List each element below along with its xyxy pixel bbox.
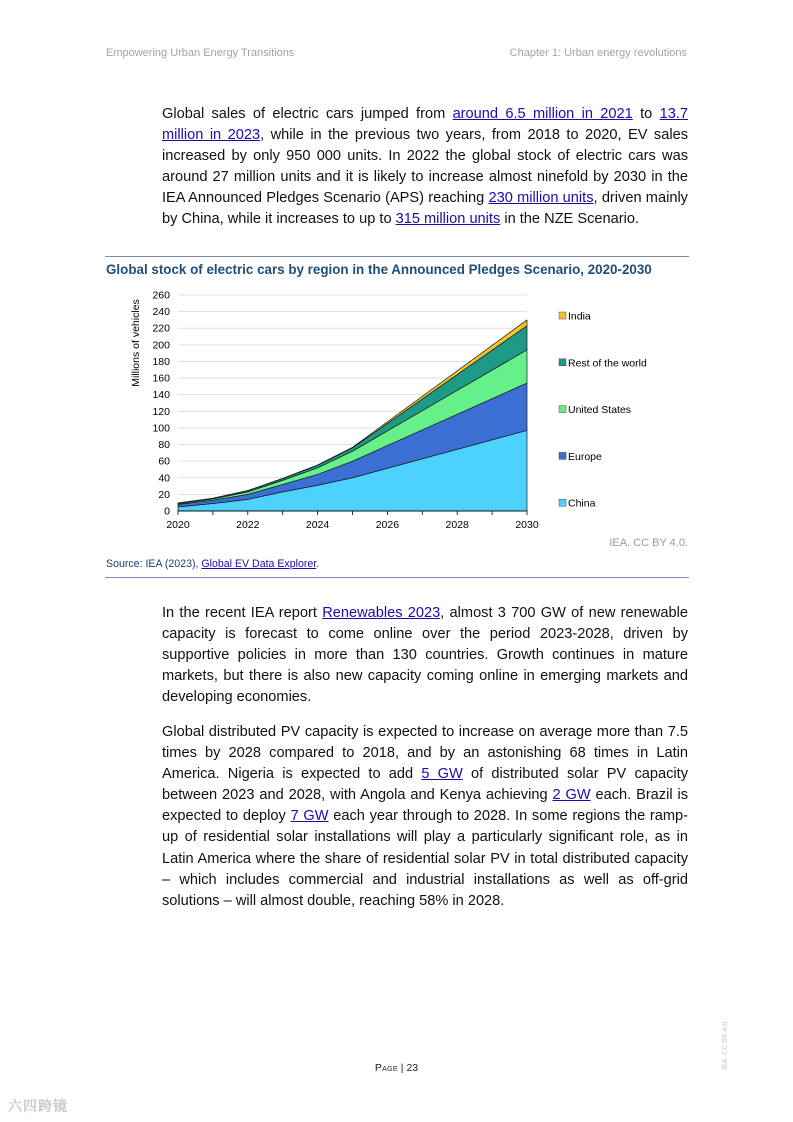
source-prefix: Source: IEA (2023), xyxy=(106,558,202,570)
text-span: , almost 3 700 GW of new renewable capacity is forecast to come online over the period 2023-2028, driven by supportive policies in more than 130 countries. Growth continues in mature markets, but there is also new capacity coming online in emerging markets and developing economies. xyxy=(162,605,688,706)
source-suffix: . xyxy=(316,558,320,570)
x-tick-label: 2030 xyxy=(515,519,539,531)
legend-label: Rest of the world xyxy=(568,357,647,370)
link-brazil-7gw[interactable]: 7 GW xyxy=(290,808,329,825)
y-tick-label: 140 xyxy=(152,389,170,402)
watermark-text: 六四跨镜 xyxy=(8,1098,68,1114)
running-header-right: Chapter 1: Urban energy revolutions xyxy=(509,47,687,59)
y-tick-label: 160 xyxy=(152,372,170,385)
link-angola-kenya-2gw[interactable]: 2 GW xyxy=(552,787,591,804)
link-nigeria-5gw[interactable]: 5 GW xyxy=(421,766,463,783)
x-tick-label: 2024 xyxy=(305,519,330,531)
text-span: Global sales of electric cars jumped from xyxy=(162,106,453,122)
link-global-ev-data-explorer[interactable]: Global EV Data Explorer xyxy=(201,558,317,570)
page-label: Page xyxy=(374,1062,398,1074)
link-ev-sales-2023[interactable]: 13.7 million in 2023 xyxy=(162,106,689,144)
figure-credit: IEA. CC BY 4.0. xyxy=(609,537,688,549)
text-span: of distributed solar PV capacity between 2023 and 2028, with Angola and Kenya achieving xyxy=(162,766,688,804)
y-tick-label: 60 xyxy=(158,455,170,468)
x-tick-label: 2020 xyxy=(166,519,190,531)
paragraph-distributed-pv xyxy=(162,722,688,912)
legend-label: Europe xyxy=(568,450,602,463)
figure-source xyxy=(106,558,319,570)
figure-top-rule xyxy=(105,256,689,257)
paragraph-ev-sales xyxy=(162,104,688,231)
text-span: , while in the previous two years, from 2018 to 2020, EV sales increased by only 950 000 units. In 2022 the global stock of electric cars was around 27 million units and it is likely to increase almost ninefold by 2030 in the IEA Announced Pledges Scenario (APS) reaching xyxy=(162,127,688,207)
x-tick-label: 2028 xyxy=(445,519,469,531)
legend-swatch xyxy=(559,452,566,459)
text-span: each year through to 2028. In some regions the ramp-up of residential solar installations will play a particularly significant role, as in Latin America where the share of residential solar PV in total distributed capacity – which includes commercial and industrial installations as well as off-grid solutions – will almost double, reaching 58% in 2028. xyxy=(162,808,689,909)
figure-title: Global stock of electric cars by region in the Announced Pledges Scenario, 2020-2030 xyxy=(106,262,652,277)
text-span: each. Brazil is expected to deploy xyxy=(162,787,688,825)
y-tick-label: 200 xyxy=(152,339,170,352)
page-number xyxy=(0,1062,793,1074)
side-license-text: IEA. CC BY 4.0. xyxy=(722,1019,729,1070)
y-tick-label: 0 xyxy=(164,505,170,518)
text-span: to xyxy=(632,106,660,122)
figure-bottom-rule xyxy=(105,577,689,578)
link-aps-230-million[interactable]: 230 million units xyxy=(488,190,594,207)
text-span: in the NZE Scenario. xyxy=(500,211,639,228)
chart-y-ticks xyxy=(152,290,170,518)
chart-areas xyxy=(178,320,527,511)
y-tick-label: 120 xyxy=(152,405,170,418)
legend-swatch xyxy=(559,499,566,506)
text-span: In the recent IEA report xyxy=(162,605,323,621)
page-separator: | xyxy=(397,1062,407,1074)
y-tick-label: 220 xyxy=(152,322,170,335)
running-header-left: Empowering Urban Energy Transitions xyxy=(106,47,295,59)
legend-label: India xyxy=(568,310,591,323)
legend-swatch xyxy=(559,312,566,319)
area-series-rest-of-the-world xyxy=(178,326,527,504)
y-tick-label: 20 xyxy=(158,488,170,501)
y-tick-label: 80 xyxy=(158,439,170,452)
area-series-europe xyxy=(178,383,527,507)
y-tick-label: 100 xyxy=(152,422,170,435)
chart-gridlines xyxy=(178,295,527,511)
legend-label: United States xyxy=(568,404,632,417)
link-nze-315-million[interactable]: 315 million units xyxy=(395,211,501,228)
chart-legend xyxy=(559,311,647,510)
area-series-india xyxy=(178,320,527,503)
link-renewables-2023[interactable]: Renewables 2023 xyxy=(322,605,441,621)
legend-swatch xyxy=(559,359,566,366)
y-tick-label: 180 xyxy=(152,355,170,368)
text-span: , driven mainly by China, while it increases to up to xyxy=(162,190,688,228)
paragraph-renewables xyxy=(162,603,688,708)
y-tick-label: 40 xyxy=(158,472,170,485)
legend-label: China xyxy=(568,497,596,510)
chart-x-ticks xyxy=(166,511,539,531)
legend-swatch xyxy=(559,406,566,413)
y-tick-label: 240 xyxy=(152,306,170,319)
text-span: Global distributed PV capacity is expected to increase on average more than 7.5 times by 2028 compared to 2018, and by an astonishing 68 times in Latin America. Nigeria is expected to add xyxy=(162,724,688,783)
y-tick-label: 260 xyxy=(152,289,170,302)
x-tick-label: 2022 xyxy=(236,519,260,531)
page-number-value: 23 xyxy=(406,1062,419,1074)
area-series-united-states xyxy=(178,350,527,505)
chart-y-axis-label: Millions of vehicles xyxy=(130,299,142,387)
area-series-china xyxy=(178,430,527,511)
link-ev-sales-2021[interactable]: around 6.5 million in 2021 xyxy=(452,106,633,122)
x-tick-label: 2026 xyxy=(375,519,400,531)
